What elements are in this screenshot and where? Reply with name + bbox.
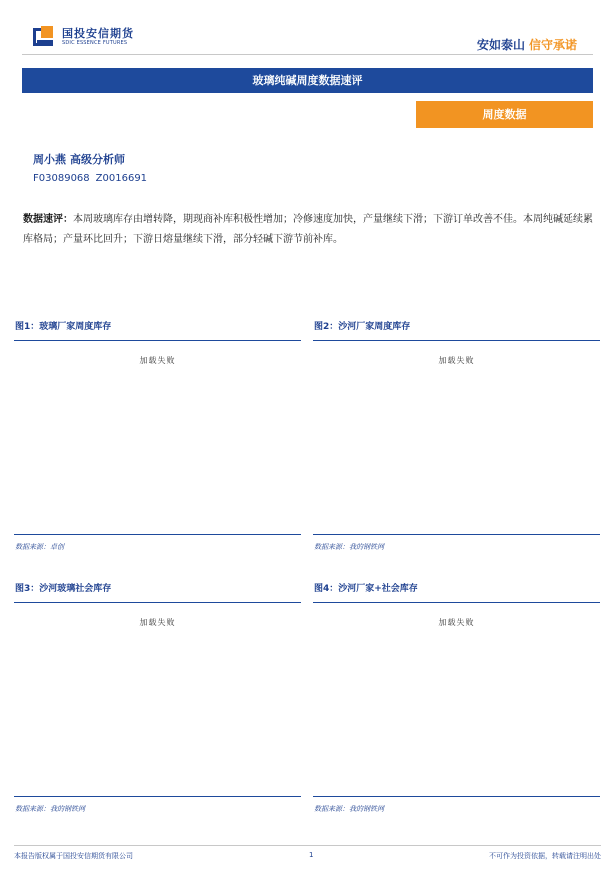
figure-bottom-rule	[313, 534, 600, 535]
image-load-failed-text: 加载失败	[139, 618, 176, 627]
footer-notice: 不可作为投资依据，转载请注明出处	[489, 852, 601, 860]
figure-image-placeholder	[14, 341, 301, 534]
analyst-role: 高级分析师	[70, 153, 125, 166]
logo-mark-icon	[33, 26, 55, 48]
analyst-info	[33, 151, 125, 167]
figure-bottom-rule	[14, 796, 301, 797]
figure-source: 数据来源：我的钢铁网	[314, 543, 384, 551]
image-load-failed-text: 加载失败	[139, 356, 176, 365]
header-divider	[22, 54, 593, 55]
figure-title: 图2：沙河厂家周度库存	[314, 322, 411, 332]
figure-title: 图1：玻璃厂家周度库存	[15, 322, 112, 332]
figure-3	[14, 582, 301, 814]
summary-paragraph	[23, 210, 593, 250]
figure-bottom-rule	[313, 796, 600, 797]
summary-text: 本周玻璃库存由增转降，期现商补库积极性增加；冷修速度加快，产量继续下滑；下游订单改善不佳。本周纯碱延续累库格局；产量环比回升；下游日熔量继续下滑，部分轻碱下游节前补库。	[23, 214, 593, 245]
figure-image-placeholder	[14, 603, 301, 796]
figure-1	[14, 320, 301, 552]
figure-title: 图4：沙河厂家+社会库存	[314, 584, 418, 594]
figure-source: 数据来源：卓创	[15, 543, 64, 551]
figure-source: 数据来源：我的钢铁网	[314, 805, 384, 813]
license-number-2: Z0016691	[95, 173, 148, 184]
logo-name-en: SDIC ESSENCE FUTURES	[62, 40, 128, 46]
slogan-part2: 信守承诺	[528, 38, 577, 52]
report-tag: 周度数据	[416, 101, 593, 128]
slogan-part1: 安如泰山	[476, 38, 525, 52]
analyst-licenses	[33, 173, 147, 184]
image-load-failed-text: 加载失败	[438, 356, 475, 365]
analyst-name: 周小燕	[33, 153, 66, 166]
figure-4	[313, 582, 600, 814]
image-load-failed-text: 加载失败	[438, 618, 475, 627]
figure-source: 数据来源：我的钢铁网	[15, 805, 85, 813]
figure-image-placeholder	[313, 341, 600, 534]
footer-copyright: 本报告版权属于国投安信期货有限公司	[14, 852, 133, 860]
company-logo	[33, 26, 134, 48]
figure-image-placeholder	[313, 603, 600, 796]
company-slogan	[477, 36, 577, 53]
report-title: 玻璃纯碱周度数据速评	[22, 68, 593, 93]
figure-bottom-rule	[14, 534, 301, 535]
figure-2	[313, 320, 600, 552]
logo-name-cn: 国投安信期货	[62, 27, 134, 40]
figure-title: 图3：沙河玻璃社会库存	[15, 584, 112, 594]
summary-lead: 数据速评：	[23, 214, 73, 225]
footer-divider	[14, 845, 601, 846]
license-number-1: F03089068	[33, 173, 90, 184]
page-number: 1	[309, 851, 314, 859]
